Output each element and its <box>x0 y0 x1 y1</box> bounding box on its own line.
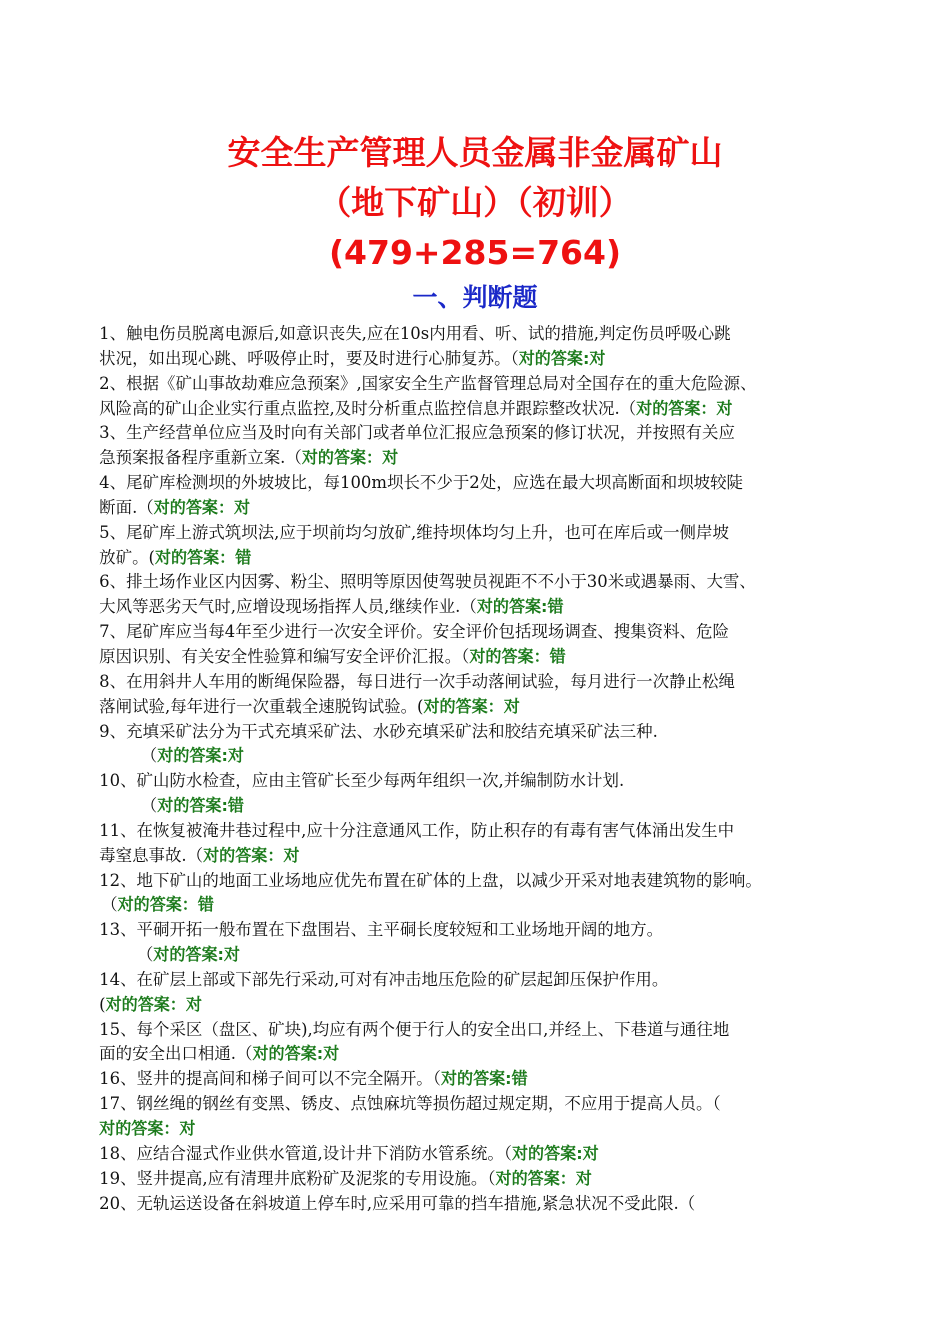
question-text: 3、生产经营单位应当及时向有关部门或者单位汇报应急预案的修订状况，并按照有关应 <box>99 423 735 443</box>
question-line <box>0 794 942 819</box>
question-line <box>0 744 942 769</box>
answer-label: 对的答案：对 <box>153 497 251 517</box>
document-title <box>0 128 950 278</box>
question-line <box>0 546 942 571</box>
answer-label: 对的答案:对 <box>153 945 240 965</box>
answer-label: 对的答案：对 <box>301 448 399 468</box>
question-text: 4、尾矿库检测坝的外坡坡比，每100m坝长不少于2处，应选在最大坝高断面和坝坡较陡 <box>99 473 744 493</box>
question-line <box>0 918 942 943</box>
answer-label: 对的答案:对 <box>157 746 244 766</box>
question-text: 急预案报备程序重新立案.（ <box>99 448 302 468</box>
question-line <box>0 347 942 372</box>
question-text: 2、根据《矿山事故劫难应急预案》,国家安全生产监督管理总局对全国存在的重大危险源、 <box>99 373 757 393</box>
question-line <box>0 869 942 894</box>
question-line <box>0 1142 942 1167</box>
title-line-1: 安全生产管理人员金属非金属矿山 <box>227 133 723 172</box>
question-line <box>0 1018 942 1043</box>
question-text: 9、充填采矿法分为干式充填采矿法、水砂充填采矿法和胶结充填采矿法三种. <box>99 721 658 741</box>
question-text: 状况，如出现心跳、呼吸停止时，要及时进行心肺复苏。（ <box>99 348 519 368</box>
answer-label: 对的答案:对 <box>518 348 606 368</box>
answer-label: 对的答案:对 <box>512 1143 599 1163</box>
question-line <box>0 968 942 993</box>
question-line <box>0 769 942 794</box>
question-line <box>0 446 942 471</box>
question-text: 原因识别、有关安全性验算和编写安全评价汇报。（ <box>99 646 470 666</box>
question-text: 15、每个采区（盘区、矿块),均应有两个便于行人的安全出口,并经上、下巷道与通往地 <box>99 1019 730 1039</box>
question-text: 13、平硐开拓一般布置在下盘围岩、主平硐长度较短和工业场地开阔的地方。 <box>99 920 664 940</box>
question-line <box>0 521 942 546</box>
answer-label: 对的答案：对 <box>423 696 520 716</box>
question-text: 断面.（ <box>99 497 154 517</box>
answer-label: 对的答案：对 <box>99 1119 196 1138</box>
question-line <box>0 421 942 446</box>
question-list <box>0 322 950 1216</box>
question-line <box>0 943 942 968</box>
answer-label: 对的答案：对 <box>636 398 733 418</box>
question-text: 毒窒息事故.（ <box>99 845 204 865</box>
question-text: 10、矿山防水检查，应由主管矿长至少每两年组织一次,并编制防水计划. <box>99 771 625 791</box>
question-text: 19、竖井提高,应有清理井底粉矿及泥浆的专用设施。（ <box>99 1168 496 1188</box>
answer-label: 对的答案：错 <box>469 646 566 666</box>
question-line <box>0 595 942 620</box>
question-text: 18、应结合湿式作业供水管道,设计井下消防水管系统。（ <box>99 1143 513 1163</box>
question-text: （ <box>101 895 118 915</box>
question-text: 20、无轨运送设备在斜坡道上停车时,应采用可靠的挡车措施,紧急状况不受此限.（ <box>99 1193 696 1213</box>
question-line <box>0 1167 942 1192</box>
question-text: 落闸试验,每年进行一次重载全速脱钩试验。( <box>99 696 424 716</box>
answer-label: 对的答案:错 <box>440 1069 528 1089</box>
answer-label: 对的答案：对 <box>495 1168 592 1188</box>
question-line <box>0 993 942 1018</box>
question-text: 面的安全出口相通.（ <box>99 1044 253 1064</box>
question-line <box>0 819 942 844</box>
question-line <box>0 471 942 496</box>
question-line <box>0 844 942 869</box>
section-heading: 一、判断题 <box>412 283 538 312</box>
question-text: 16、竖井的提高间和梯子间可以不完全隔开。（ <box>99 1069 441 1089</box>
question-text: （ <box>140 746 158 766</box>
question-line <box>0 1042 942 1067</box>
question-line <box>0 645 942 670</box>
question-text: 12、地下矿山的地面工业场地应优先布置在矿体的上盘，以减少开采对地表建筑物的影响。 <box>99 870 762 890</box>
question-line <box>0 893 942 918</box>
question-line <box>0 496 942 521</box>
question-line <box>0 1092 942 1117</box>
answer-label: 对的答案:对 <box>252 1044 340 1064</box>
question-text: 17、钢丝绳的钢丝有变黑、锈皮、点蚀麻坑等损伤超过规定期，不应用于提高人员。（ <box>99 1094 721 1114</box>
question-text: 11、在恢复被淹井巷过程中,应十分注意通风工作，防止积存的有毒有害气体涌出发生中 <box>99 820 735 840</box>
title-line-3: (479+285=764) <box>328 233 622 272</box>
question-text: ( <box>99 994 106 1014</box>
question-line <box>0 322 942 347</box>
question-text: 14、在矿层上部或下部先行采动,可对有冲击地压危险的矿层起卸压保护作用。 <box>99 969 669 989</box>
title-line-2: （地下矿山）（初训） <box>318 183 632 222</box>
answer-label: 对的答案：对 <box>203 845 300 865</box>
question-text: （ <box>136 945 154 965</box>
question-line <box>0 372 942 397</box>
question-text: 大风等恶劣天气时,应增设现场指挥人员,继续作业.（ <box>99 597 477 617</box>
question-line <box>0 397 942 422</box>
question-line <box>0 1192 942 1217</box>
question-line <box>0 570 942 595</box>
question-text: 6、排土场作业区内因雾、粉尘、照明等原因使驾驶员视距不不小于30米或遇暴雨、大雪、 <box>99 572 756 592</box>
question-text: 7、尾矿库应当每4年至少进行一次安全评价。安全评价包括现场调查、搜集资料、危险 <box>99 622 729 642</box>
question-text: 5、尾矿库上游式筑坝法,应于坝前均匀放矿,维持坝体均匀上升，也可在库后或一侧岸坡 <box>99 522 729 542</box>
answer-label: 对的答案：对 <box>105 994 202 1014</box>
question-line <box>0 695 942 720</box>
question-text: 风险高的矿山企业实行重点监控,及时分析重点监控信息并跟踪整改状况.（ <box>99 398 637 418</box>
question-line <box>0 720 942 745</box>
question-line <box>0 1117 942 1142</box>
question-text: 放矿。( <box>99 547 155 567</box>
answer-label: 对的答案：错 <box>117 895 214 915</box>
question-line <box>0 670 942 695</box>
question-line <box>0 1067 942 1092</box>
answer-label: 对的答案:错 <box>157 796 244 816</box>
question-text: （ <box>140 796 158 816</box>
answer-label: 对的答案：错 <box>154 547 252 567</box>
question-line <box>0 620 942 645</box>
question-text: 8、在用斜井人车用的断绳保险器，每日进行一次手动落闸试验，每月进行一次静止松绳 <box>99 671 735 691</box>
answer-label: 对的答案:错 <box>476 597 564 617</box>
question-text: 1、触电伤员脱离电源后,如意识丧失,应在10s内用看、听、试的措施,判定伤员呼吸心跳 <box>99 324 731 343</box>
